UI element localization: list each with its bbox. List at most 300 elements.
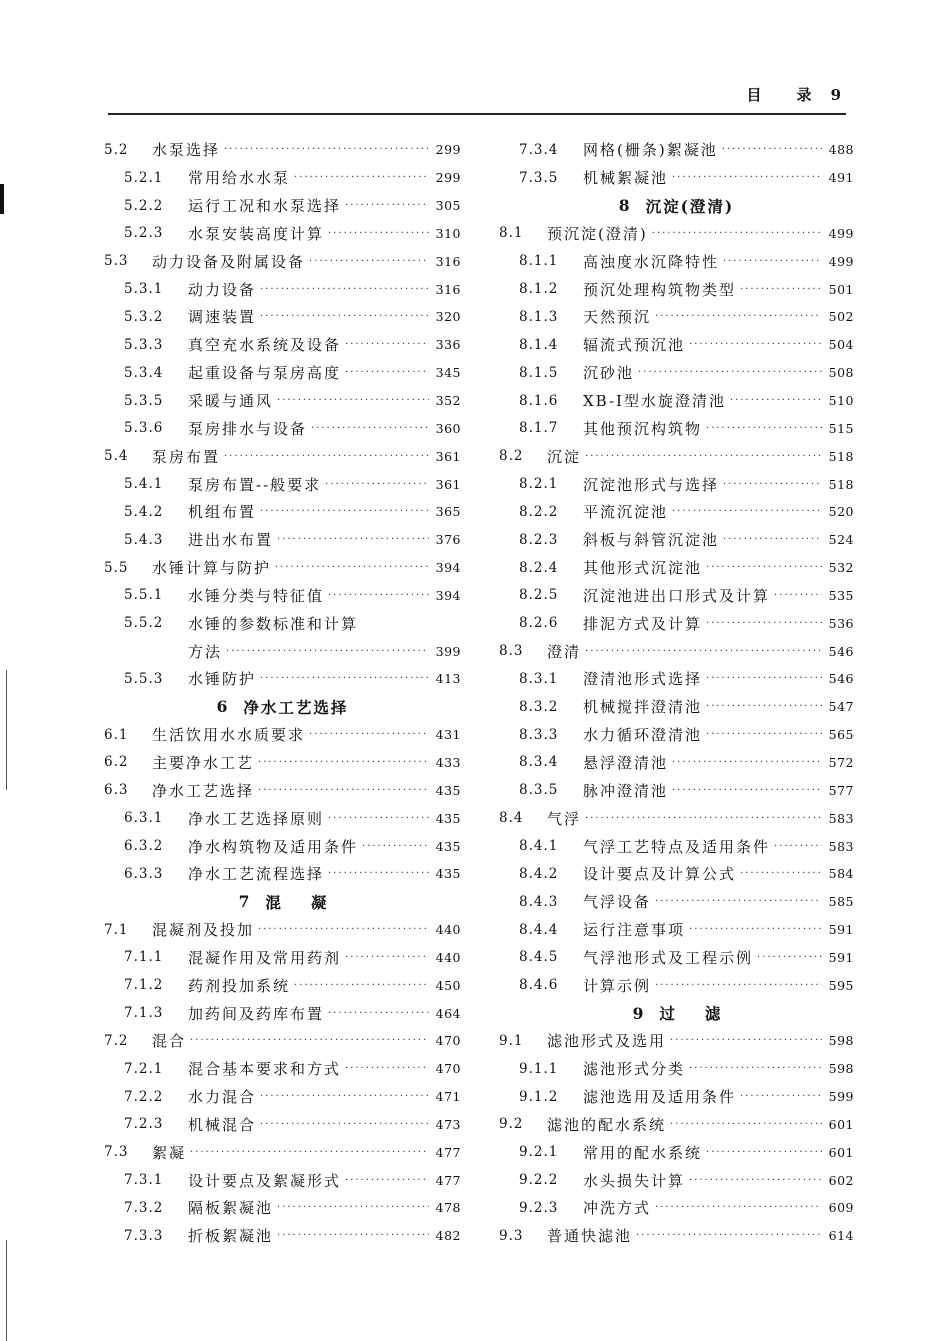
toc-subsection[interactable] (499, 1194, 854, 1222)
toc-section[interactable] (499, 1111, 854, 1139)
toc-subsection[interactable] (499, 387, 854, 415)
toc-subsection[interactable] (499, 1055, 854, 1083)
section-number: 8.4.2 (519, 865, 559, 882)
toc-subsection[interactable] (499, 665, 854, 693)
chapter-title: 沉淀(澄清) (645, 196, 735, 216)
toc-subsection[interactable] (104, 999, 461, 1027)
page-ref: 316 (435, 253, 461, 269)
dot-leader (260, 1119, 429, 1130)
page-number: 9 (830, 86, 842, 104)
section-title: 沉淀池进出口形式及计算 (583, 586, 771, 605)
page-ref: 518 (828, 448, 854, 464)
chapter-heading (104, 693, 461, 721)
toc-section[interactable] (499, 637, 854, 665)
section-title: 沉砂池 (583, 364, 635, 383)
page-ref: 609 (828, 1200, 854, 1216)
section-number: 8.3.1 (519, 670, 559, 687)
dot-leader (655, 896, 822, 907)
section-title: 水锤防护 (188, 670, 257, 689)
toc-section[interactable] (499, 1027, 854, 1055)
toc-subsection[interactable] (499, 359, 854, 387)
dot-leader (670, 1119, 822, 1130)
section-title: 机械搅拌澄清池 (583, 698, 703, 717)
toc-section[interactable] (499, 442, 854, 470)
section-number: 7.3.3 (124, 1227, 164, 1244)
page-ref: 583 (828, 810, 854, 826)
dot-leader (328, 1008, 429, 1019)
toc-subsection[interactable] (499, 414, 854, 442)
toc-subsection[interactable] (499, 749, 854, 777)
chapter-number: 8 (618, 196, 632, 216)
toc-subsection[interactable] (104, 220, 461, 248)
toc-section[interactable] (104, 247, 461, 275)
page-ref: 305 (435, 198, 461, 214)
dot-leader (706, 1147, 822, 1158)
section-title: 动力设备及附属设备 (152, 252, 306, 271)
section-title: 辐流式预沉池 (583, 336, 686, 355)
dot-leader (328, 813, 429, 824)
page-ref: 510 (828, 393, 854, 409)
toc-section[interactable] (499, 220, 854, 248)
section-title: 平流沉淀池 (583, 503, 669, 522)
dot-leader (309, 256, 429, 267)
page-ref: 336 (435, 337, 461, 353)
section-title: 调速装置 (188, 308, 257, 327)
page-ref: 470 (435, 1033, 461, 1049)
toc-section[interactable] (104, 1138, 461, 1166)
section-number: 7.2.3 (124, 1116, 164, 1133)
section-number: 8.2 (499, 448, 524, 465)
dot-leader (258, 785, 429, 796)
section-number: 8.3.4 (519, 754, 559, 771)
section-title: 滤池形式及选用 (547, 1032, 667, 1051)
section-title: 高浊度水沉降特性 (583, 252, 720, 271)
margin-line (6, 1240, 7, 1341)
toc-subsection[interactable] (104, 860, 461, 888)
chapter-title: 混凝 (265, 892, 357, 912)
toc-subsection[interactable] (104, 1083, 461, 1111)
section-title: 天然预沉 (583, 308, 652, 327)
toc-subsection[interactable] (104, 164, 461, 192)
dot-leader (260, 311, 429, 322)
section-number: 6.3.2 (124, 838, 164, 855)
section-number: 8.3.2 (519, 698, 559, 715)
section-number: 9.1.1 (519, 1060, 559, 1077)
toc-subsection[interactable] (499, 721, 854, 749)
dot-leader (706, 618, 822, 629)
section-number: 5.2.1 (124, 169, 164, 186)
toc-subsection[interactable] (499, 832, 854, 860)
page-ref: 320 (435, 309, 461, 325)
page-ref: 601 (828, 1116, 854, 1132)
section-title: 折板絮凝池 (188, 1227, 274, 1246)
toc-subsection[interactable] (104, 609, 461, 637)
toc-subsection[interactable] (104, 1166, 461, 1194)
toc-subsection[interactable] (104, 1111, 461, 1139)
page-ref: 584 (828, 866, 854, 882)
section-number: 5.5 (104, 559, 129, 576)
section-title: 水锤分类与特征值 (188, 586, 325, 605)
toc-subsection[interactable] (104, 192, 461, 220)
toc-subsection[interactable] (499, 470, 854, 498)
dot-leader (740, 284, 822, 295)
section-number: 5.2.2 (124, 197, 164, 214)
section-title: 排泥方式及计算 (583, 614, 703, 633)
toc-subsection[interactable] (104, 303, 461, 331)
toc-subsection[interactable] (499, 331, 854, 359)
chapter-title: 净水工艺选择 (243, 697, 349, 717)
toc-subsection[interactable] (499, 247, 854, 275)
section-title: 净水工艺流程选择 (188, 865, 325, 884)
page-header (108, 84, 842, 110)
section-number: 5.3.2 (124, 308, 164, 325)
section-number: 5.3.5 (124, 392, 164, 409)
dot-leader (362, 841, 429, 852)
page-ref: 565 (828, 727, 854, 743)
toc-subsection[interactable] (104, 1055, 461, 1083)
dot-leader (294, 980, 429, 991)
toc-subsection[interactable] (499, 916, 854, 944)
dot-leader (328, 590, 429, 601)
section-number: 8.1.6 (519, 392, 559, 409)
page-ref: 435 (435, 838, 461, 854)
section-number: 8.4.6 (519, 977, 559, 994)
dot-leader (774, 590, 822, 601)
toc-subsection[interactable] (499, 554, 854, 582)
section-number: 8.2.4 (519, 559, 559, 576)
toc-subsection[interactable] (499, 526, 854, 554)
section-number: 5.3.4 (124, 364, 164, 381)
section-title: 净水工艺选择原则 (188, 809, 325, 828)
toc-subsection[interactable] (499, 582, 854, 610)
page-ref: 470 (435, 1061, 461, 1077)
page-ref: 572 (828, 754, 854, 770)
toc-section[interactable] (104, 136, 461, 164)
section-number: 5.4.3 (124, 531, 164, 548)
section-number: 9.2.3 (519, 1199, 559, 1216)
section-title: 滤池选用及适用条件 (583, 1088, 737, 1107)
section-title: 常用的配水系统 (583, 1143, 703, 1162)
section-title: 悬浮澄清池 (583, 753, 669, 772)
dot-leader (672, 506, 822, 517)
toc-subsection[interactable] (104, 526, 461, 554)
toc-subsection[interactable] (104, 971, 461, 999)
page-ref: 361 (435, 448, 461, 464)
section-title: 沉淀 (547, 447, 582, 466)
section-title: 预沉处理构筑物类型 (583, 280, 737, 299)
section-number: 7.1.3 (124, 1005, 164, 1022)
section-title: 澄清池形式选择 (583, 670, 703, 689)
toc-section[interactable] (104, 442, 461, 470)
section-title: 预沉淀(澄清) (547, 224, 648, 243)
page-ref: 614 (828, 1228, 854, 1244)
page-ref: 365 (435, 504, 461, 520)
dot-leader (345, 1063, 429, 1074)
section-number: 8.2.3 (519, 531, 559, 548)
dot-leader (277, 1230, 429, 1241)
toc-subsection[interactable] (104, 414, 461, 442)
page-ref: 598 (828, 1061, 854, 1077)
dot-leader (689, 1063, 822, 1074)
section-title: 机组布置 (188, 503, 257, 522)
page-ref: 299 (435, 142, 461, 158)
section-number: 8.2.1 (519, 476, 559, 493)
section-title: 冲洗方式 (583, 1199, 652, 1218)
page-ref: 502 (828, 309, 854, 325)
section-title: 药剂投加系统 (188, 976, 291, 995)
section-title: 设计要点及计算公式 (583, 865, 737, 884)
page-ref: 591 (828, 922, 854, 938)
page-ref: 361 (435, 476, 461, 492)
section-number: 8.4 (499, 810, 524, 827)
chapter-title: 过滤 (659, 1004, 751, 1024)
section-title: 气浮工艺特点及适用条件 (583, 837, 771, 856)
page-ref: 585 (828, 894, 854, 910)
section-number: 7.3.1 (124, 1172, 164, 1189)
section-title: 计算示例 (583, 976, 652, 995)
toc-subsection[interactable] (104, 1194, 461, 1222)
toc-subsection[interactable] (499, 888, 854, 916)
toc-subsection[interactable] (104, 832, 461, 860)
toc-subsection[interactable] (104, 387, 461, 415)
section-title: 混合 (152, 1032, 187, 1051)
toc-subsection[interactable] (499, 693, 854, 721)
page-ref: 501 (828, 281, 854, 297)
dot-leader (190, 1035, 429, 1046)
dot-leader (638, 367, 822, 378)
toc-subsection[interactable] (499, 860, 854, 888)
section-title: 气浮池形式及工程示例 (583, 948, 754, 967)
page-ref: 394 (435, 560, 461, 576)
toc-subsection[interactable] (499, 609, 854, 637)
section-number: 7.2 (104, 1032, 129, 1049)
dot-leader (723, 479, 822, 490)
dot-leader (258, 757, 429, 768)
toc-section[interactable] (104, 1027, 461, 1055)
page-ref: 499 (828, 253, 854, 269)
section-title: 方法 (188, 642, 223, 661)
toc-section[interactable] (104, 721, 461, 749)
dot-leader (672, 785, 822, 796)
toc-section[interactable] (104, 916, 461, 944)
dot-leader (325, 479, 429, 490)
toc-section[interactable] (104, 776, 461, 804)
chapter-number: 6 (216, 697, 230, 717)
page-ref: 435 (435, 782, 461, 798)
page-ref: 316 (435, 281, 461, 297)
section-number: 8.4.1 (519, 838, 559, 855)
section-title: 其他预沉构筑物 (583, 419, 703, 438)
toc-subsection[interactable] (104, 275, 461, 303)
dot-leader (260, 506, 429, 517)
header-rule (108, 113, 846, 115)
section-title: 泵房布置 (152, 447, 221, 466)
page-ref: 482 (435, 1228, 461, 1244)
toc-subsection[interactable] (499, 275, 854, 303)
dot-leader (277, 395, 429, 406)
section-title: 主要净水工艺 (152, 753, 255, 772)
page-ref: 508 (828, 365, 854, 381)
margin-line (6, 670, 7, 790)
chapter-heading (499, 192, 854, 220)
toc-subsection[interactable] (499, 1166, 854, 1194)
page-ref: 477 (435, 1172, 461, 1188)
section-title: 水力混合 (188, 1088, 257, 1107)
page-ref: 547 (828, 699, 854, 715)
page-ref: 477 (435, 1144, 461, 1160)
page-ref: 546 (828, 671, 854, 687)
section-title: 网格(栅条)絮凝池 (583, 141, 718, 160)
section-title: 气浮设备 (583, 893, 652, 912)
toc-subsection[interactable] (104, 637, 461, 665)
dot-leader (311, 423, 429, 434)
toc-subsection[interactable] (499, 164, 854, 192)
section-number: 7.3.5 (519, 169, 559, 186)
toc-subsection[interactable] (104, 331, 461, 359)
section-title: 水力循环澄清池 (583, 726, 703, 745)
dot-leader (672, 172, 822, 183)
section-number: 8.1.1 (519, 253, 559, 270)
section-title: 水锤的参数标准和计算 (188, 614, 359, 633)
section-number: 7.3 (104, 1144, 129, 1161)
page-ref: 499 (828, 225, 854, 241)
section-number: 5.4 (104, 448, 129, 465)
section-number: 7.3.4 (519, 141, 559, 158)
toc-subsection[interactable] (104, 804, 461, 832)
toc-subsection[interactable] (499, 776, 854, 804)
dot-leader (190, 1147, 429, 1158)
section-title: 混凝作用及常用药剂 (188, 948, 342, 967)
toc-subsection[interactable] (499, 498, 854, 526)
toc-subsection[interactable] (499, 1138, 854, 1166)
section-title: 起重设备与泵房高度 (188, 364, 342, 383)
chapter-number: 7 (238, 892, 252, 912)
page-ref: 435 (435, 810, 461, 826)
dot-leader (309, 729, 429, 740)
toc-subsection[interactable] (104, 1222, 461, 1250)
toc-subsection[interactable] (104, 943, 461, 971)
page-ref: 595 (828, 977, 854, 993)
section-number: 8.1.5 (519, 364, 559, 381)
section-number: 8.2.6 (519, 615, 559, 632)
section-number: 5.3 (104, 253, 129, 270)
page-ref: 464 (435, 1005, 461, 1021)
dot-leader (328, 868, 429, 879)
dot-leader (345, 1175, 429, 1186)
section-title: 水锤计算与防护 (152, 559, 272, 578)
dot-leader (706, 701, 822, 712)
section-title: 水头损失计算 (583, 1171, 686, 1190)
dot-leader (260, 673, 429, 684)
dot-leader (730, 395, 822, 406)
section-title: 常用给水水泵 (188, 169, 291, 188)
dot-leader (706, 423, 822, 434)
section-number: 6.1 (104, 726, 129, 743)
dot-leader (706, 673, 822, 684)
section-title: 净水构筑物及适用条件 (188, 837, 359, 856)
dot-leader (670, 1035, 822, 1046)
page-ref: 583 (828, 838, 854, 854)
toc-section[interactable] (499, 1222, 854, 1250)
dot-leader (277, 1202, 429, 1213)
chapter-heading (104, 888, 461, 916)
section-number: 8.2.5 (519, 587, 559, 604)
toc-subsection[interactable] (499, 136, 854, 164)
section-number: 7.1.1 (124, 949, 164, 966)
section-number: 8.1 (499, 225, 524, 242)
section-number: 8.1.4 (519, 336, 559, 353)
page-ref: 577 (828, 782, 854, 798)
dot-leader (345, 339, 429, 350)
toc-subsection[interactable] (499, 971, 854, 999)
toc-subsection[interactable] (499, 303, 854, 331)
dot-leader (345, 952, 429, 963)
toc-section[interactable] (104, 749, 461, 777)
running-head (747, 84, 842, 105)
page-ref: 299 (435, 170, 461, 186)
section-title: 沉淀池形式与选择 (583, 475, 720, 494)
page-ref: 435 (435, 866, 461, 882)
dot-leader (706, 562, 822, 573)
section-title: 水泵安装高度计算 (188, 224, 325, 243)
dot-leader (652, 228, 822, 239)
toc-subsection[interactable] (104, 470, 461, 498)
page-ref: 471 (435, 1089, 461, 1105)
page-ref: 601 (828, 1144, 854, 1160)
section-number: 8.1.3 (519, 308, 559, 325)
dot-leader (345, 367, 429, 378)
page-ref: 535 (828, 587, 854, 603)
section-number: 5.5.3 (124, 670, 164, 687)
section-title: 泵房布置--般要求 (188, 475, 322, 494)
section-title: 斜板与斜管沉淀池 (583, 531, 720, 550)
toc-subsection[interactable] (104, 359, 461, 387)
section-title: 设计要点及絮凝形式 (188, 1171, 342, 1190)
page-ref: 536 (828, 615, 854, 631)
dot-leader (723, 534, 822, 545)
page-ref: 599 (828, 1089, 854, 1105)
toc-section[interactable] (499, 804, 854, 832)
section-title: 澄清 (547, 642, 582, 661)
section-number: 5.3.3 (124, 336, 164, 353)
section-title: 隔板絮凝池 (188, 1199, 274, 1218)
dot-leader (672, 757, 822, 768)
dot-leader (636, 1230, 822, 1241)
toc-subsection[interactable] (104, 498, 461, 526)
section-number: 5.4.1 (124, 476, 164, 493)
page-ref: 478 (435, 1200, 461, 1216)
page-ref: 488 (828, 142, 854, 158)
page-ref: 450 (435, 977, 461, 993)
section-title: 混合基本要求和方式 (188, 1060, 342, 1079)
toc-subsection[interactable] (499, 943, 854, 971)
toc-column-right (499, 136, 854, 1250)
section-number: 5.3.1 (124, 281, 164, 298)
page-ref: 376 (435, 532, 461, 548)
section-number: 9.2 (499, 1116, 524, 1133)
dot-leader (655, 311, 822, 322)
section-title: 运行注意事项 (583, 921, 686, 940)
toc-subsection[interactable] (499, 1083, 854, 1111)
toc-subsection[interactable] (104, 582, 461, 610)
dot-leader (740, 1091, 822, 1102)
section-title: 真空充水系统及设备 (188, 336, 342, 355)
toc-section[interactable] (104, 554, 461, 582)
toc-subsection[interactable] (104, 665, 461, 693)
section-title: 机械混合 (188, 1115, 257, 1134)
section-number: 5.2 (104, 141, 129, 158)
dot-leader (294, 172, 429, 183)
